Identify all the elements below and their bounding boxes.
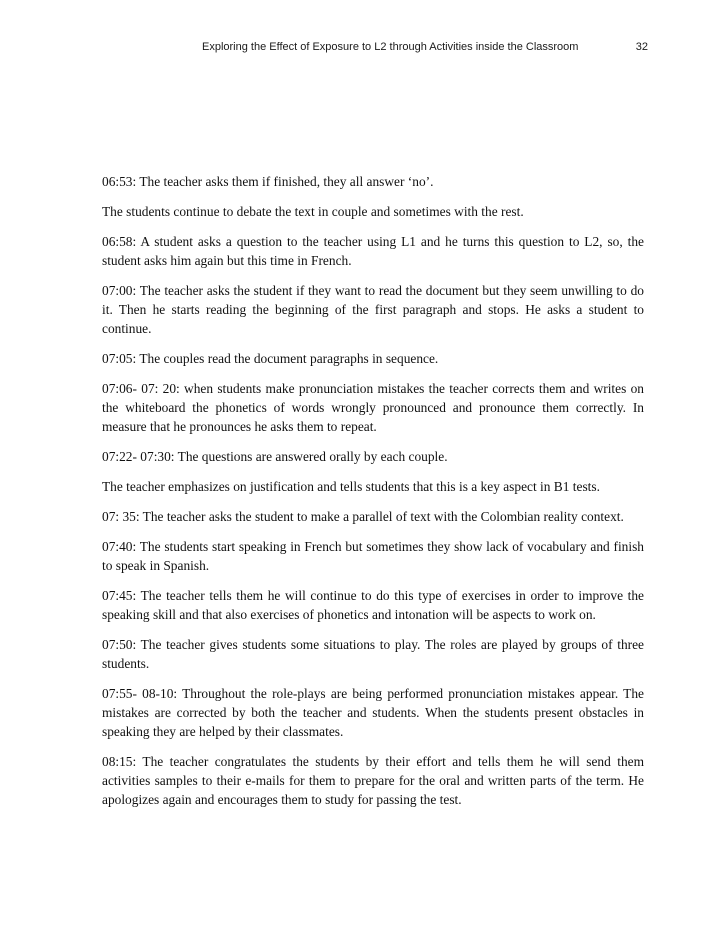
log-note-justification: The teacher emphasizes on justification and tells students that this is a key aspect in B1 tests. xyxy=(102,479,600,494)
log-entry-0705: 07:05: The couples read the document paragraphs in sequence. xyxy=(102,351,439,366)
log-entry-0722: 07:22- 07:30: The questions are answered orally by each couple. xyxy=(102,449,448,464)
log-entry-0653: 06:53: The teacher asks them if finished, they all answer ‘no’. xyxy=(102,174,434,189)
observation-log xyxy=(102,172,644,820)
log-entry-0745: 07:45: The teacher tells them he will continue to do this type of exercises in order to improve the speaking skill and that also exercises of phonetics and intonation will be aspects to work on. xyxy=(102,588,644,622)
log-entry-0700: 07:00: The teacher asks the student if they want to read the document but they seem unwilling to do it. Then he starts reading the beginning of the first paragraph and stops. He asks a student to continue. xyxy=(102,283,644,336)
log-entry-0740: 07:40: The students start speaking in French but sometimes they show lack of vocabulary and finish to speak in Spanish. xyxy=(102,539,644,573)
log-entry-0735: 07: 35: The teacher asks the student to make a parallel of text with the Colombian reality context. xyxy=(102,509,624,524)
running-header xyxy=(202,41,648,53)
log-entry-0755: 07:55- 08-10: Throughout the role-plays are being performed pronunciation mistakes appear. The mistakes are corrected by both the teacher and students. When the students present obstacles in speaking they are helped by their classmates. xyxy=(102,686,644,739)
log-entry-0815: 08:15: The teacher congratulates the students by their effort and tells them he will send them activities samples to their e-mails for them to prepare for the oral and written parts of the term. He apologizes again and encourages them to study for passing the test. xyxy=(102,754,644,807)
log-note-debate: The students continue to debate the text in couple and sometimes with the rest. xyxy=(102,204,524,219)
log-entry-0706: 07:06- 07: 20: when students make pronunciation mistakes the teacher corrects them and writes on the whiteboard the phonetics of words wrongly pronounced and pronounce them correctly. In measure that he pronounces he asks them to repeat. xyxy=(102,381,644,434)
header-title: Exploring the Effect of Exposure to L2 through Activities inside the Classroom xyxy=(202,41,579,53)
page-number: 32 xyxy=(635,41,648,53)
log-entry-0750: 07:50: The teacher gives students some situations to play. The roles are played by groups of three students. xyxy=(102,637,644,671)
log-entry-0658: 06:58: A student asks a question to the teacher using L1 and he turns this question to L2, so, the student asks him again but this time in French. xyxy=(102,234,644,268)
